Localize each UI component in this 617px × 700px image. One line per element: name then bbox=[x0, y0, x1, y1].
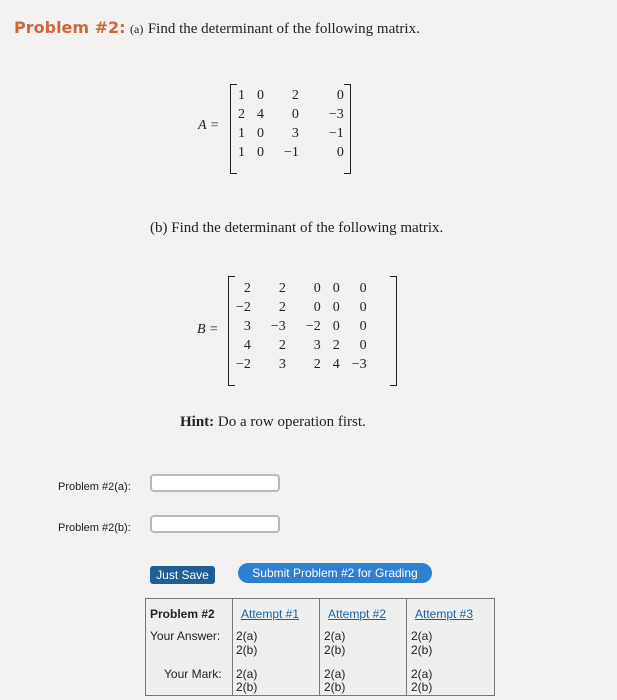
matrix-b-cell: 2 bbox=[243, 280, 251, 296]
matrix-b-cell: 0 bbox=[332, 318, 340, 334]
matrix-a-cell: 0 bbox=[336, 87, 344, 103]
attempt-3-mark-a: 2(a) bbox=[411, 667, 433, 681]
matrix-a-cell: 2 bbox=[238, 106, 245, 122]
attempt-1-link[interactable]: Attempt #1 bbox=[241, 607, 300, 621]
matrix-b-row bbox=[230, 298, 373, 317]
matrix-b-cell: −3 bbox=[270, 318, 286, 334]
matrix-b-row bbox=[230, 336, 373, 355]
attempts-divider bbox=[406, 599, 407, 695]
attempts-divider bbox=[232, 599, 233, 695]
matrix-a-cell: 1 bbox=[238, 125, 245, 141]
matrix-a-cell: 0 bbox=[336, 144, 344, 160]
matrix-a-cell: 3 bbox=[291, 125, 299, 141]
attempt-2-answer-a: 2(a) bbox=[324, 629, 346, 643]
matrix-b-cell: 0 bbox=[359, 337, 367, 353]
matrix-b-cell: 3 bbox=[243, 318, 251, 334]
attempts-header: Problem #2 bbox=[150, 607, 215, 621]
matrix-b-cell: −3 bbox=[351, 356, 367, 372]
matrix-a-cell: −1 bbox=[328, 125, 344, 141]
your-mark-label: Your Mark: bbox=[164, 667, 222, 681]
matrix-b-cell: 0 bbox=[332, 280, 340, 296]
answer-b-input[interactable] bbox=[150, 515, 280, 533]
attempt-3-answer-a: 2(a) bbox=[411, 629, 433, 643]
matrix-b-cell: 3 bbox=[278, 356, 286, 372]
matrix-b-cell: 4 bbox=[243, 337, 251, 353]
matrix-b-row bbox=[230, 355, 373, 374]
attempts-divider bbox=[319, 599, 320, 695]
matrix-a-row bbox=[232, 143, 350, 162]
attempts-table bbox=[145, 598, 495, 696]
matrix-b-cell: 2 bbox=[332, 337, 340, 353]
attempt-2-link[interactable]: Attempt #2 bbox=[328, 607, 387, 621]
matrix-a-cell: 1 bbox=[238, 144, 245, 160]
matrix-b-right-bracket bbox=[390, 276, 397, 386]
hint bbox=[180, 414, 366, 431]
matrix-b-cell: 2 bbox=[313, 356, 321, 372]
submit-grading-button[interactable]: Submit Problem #2 for Grading bbox=[238, 563, 432, 583]
matrix-b-row bbox=[230, 279, 373, 298]
matrix-b-cell: 0 bbox=[332, 299, 340, 315]
attempt-3-mark-b: 2(b) bbox=[411, 680, 433, 694]
matrix-a-cell: 0 bbox=[257, 144, 264, 160]
hint-label: Hint: bbox=[180, 414, 215, 430]
attempt-3-link[interactable]: Attempt #3 bbox=[415, 607, 474, 621]
attempt-1-mark-b: 2(b) bbox=[236, 680, 258, 694]
matrix-b-cell: 2 bbox=[278, 337, 286, 353]
attempt-2-mark-b: 2(b) bbox=[324, 680, 346, 694]
matrix-a-cell: 4 bbox=[257, 106, 264, 122]
just-save-button[interactable]: Just Save bbox=[150, 566, 215, 584]
matrix-b-label: B = bbox=[197, 322, 219, 337]
matrix-a-cell: 0 bbox=[257, 87, 264, 103]
answer-a-label: Problem #2(a): bbox=[58, 481, 131, 493]
matrix-b-cell: −2 bbox=[305, 318, 321, 334]
matrix-b-cell: 0 bbox=[359, 318, 367, 334]
matrix-b-cell: 0 bbox=[359, 280, 367, 296]
matrix-a-row bbox=[232, 105, 350, 124]
attempt-1-mark-a: 2(a) bbox=[236, 667, 258, 681]
part-b-text: (b) Find the determinant of the following matrix. bbox=[150, 220, 444, 236]
your-answer-label: Your Answer: bbox=[150, 629, 221, 643]
matrix-b-cell: −2 bbox=[236, 356, 251, 372]
attempt-2-mark-a: 2(a) bbox=[324, 667, 346, 681]
attempt-3-answer-b: 2(b) bbox=[411, 643, 433, 657]
part-a-text: Find the determinant of the following matrix. bbox=[147, 21, 420, 37]
matrix-a-cell: −1 bbox=[284, 144, 299, 160]
hint-text: Do a row operation first. bbox=[217, 414, 366, 430]
matrix-b bbox=[230, 279, 373, 374]
matrix-a-cell: 0 bbox=[291, 106, 299, 122]
problem-number: Problem #2: bbox=[14, 18, 126, 37]
attempt-1-answer-a: 2(a) bbox=[236, 629, 258, 643]
matrix-a-cell: 1 bbox=[238, 87, 245, 103]
matrix-a-cell: −3 bbox=[328, 106, 344, 122]
matrix-a-row bbox=[232, 124, 350, 143]
part-a-marker: (a) bbox=[130, 22, 144, 36]
matrix-b-row bbox=[230, 317, 373, 336]
attempt-2-answer-b: 2(b) bbox=[324, 643, 346, 657]
matrix-b-cell: 2 bbox=[278, 299, 286, 315]
matrix-b-cell: 3 bbox=[313, 337, 321, 353]
matrix-b-cell: 0 bbox=[359, 299, 367, 315]
answer-b-label: Problem #2(b): bbox=[58, 522, 131, 534]
matrix-b-cell: 4 bbox=[332, 356, 340, 372]
answer-a-input[interactable] bbox=[150, 474, 280, 492]
matrix-b-cell: −2 bbox=[236, 299, 251, 315]
matrix-a-label: A = bbox=[198, 118, 220, 133]
matrix-a-row bbox=[232, 86, 350, 105]
matrix-a-cell: 2 bbox=[291, 87, 299, 103]
matrix-b-cell: 0 bbox=[313, 299, 321, 315]
attempt-1-answer-b: 2(b) bbox=[236, 643, 258, 657]
matrix-b-cell: 0 bbox=[313, 280, 321, 296]
matrix-a-cell: 0 bbox=[257, 125, 264, 141]
matrix-a bbox=[232, 86, 350, 162]
matrix-b-cell: 2 bbox=[278, 280, 286, 296]
problem-title bbox=[14, 18, 420, 38]
